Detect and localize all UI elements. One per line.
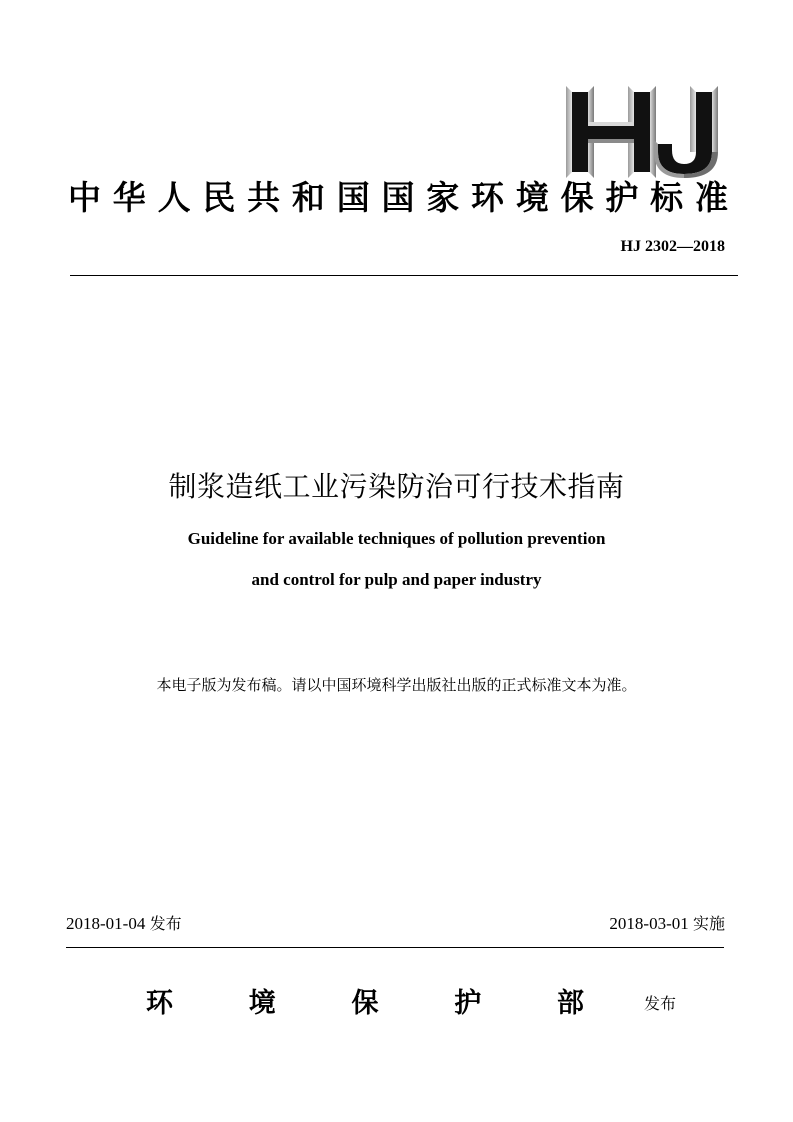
issuer-title-char: 准: [694, 178, 728, 217]
title-chinese: 制浆造纸工业污染防治可行技术指南: [168, 470, 625, 503]
issuer-title-char: 环: [471, 178, 505, 217]
standard-number: HJ 2302—2018: [620, 238, 725, 255]
issuer-title-char: 国: [381, 178, 415, 217]
implement-date: 2018-03-01: [609, 914, 689, 933]
issuer-title-char: 保: [560, 178, 594, 217]
issuer-title-char: 护: [605, 178, 639, 217]
issuer-title-char: 人: [157, 178, 191, 217]
ministry-char: 部: [557, 988, 584, 1019]
title-english-line-2: and control for pulp and paper industry: [251, 570, 542, 589]
issuer-title-char: 家: [426, 178, 460, 217]
ministry-char: 护: [454, 988, 482, 1019]
implement-label: 实施: [692, 914, 725, 933]
hj-logo-icon: [566, 86, 726, 178]
issuer-title-char: 国: [336, 178, 370, 217]
publish-label: 发布: [644, 994, 677, 1013]
ministry-char: 境: [248, 988, 276, 1019]
issuer-title-char: 和: [291, 178, 325, 217]
issuer-title-char: 标: [650, 178, 684, 217]
ministry-char: 环: [146, 988, 173, 1019]
issuer-title-char: 民: [202, 178, 236, 217]
implement-date-block: [609, 911, 725, 937]
issuer-title-char: 中: [68, 178, 101, 217]
issuer-title-char: 共: [247, 178, 281, 217]
issuer-title-char: 华: [112, 178, 146, 217]
title-english-line-1: Guideline for available techniques of pollution prevention: [187, 529, 606, 548]
ministry-name: [146, 984, 584, 1024]
issue-date-block: [66, 911, 182, 937]
issue-label: 发布: [149, 914, 182, 933]
release-note: 本电子版为发布稿。请以中国环境科学出版社出版的正式标准文本为准。: [156, 676, 637, 694]
bottom-divider: [66, 947, 724, 948]
issuer-title-char: 境: [515, 178, 549, 217]
issue-date: 2018-01-04: [66, 914, 146, 933]
issuer-title: [68, 176, 728, 220]
ministry-char: 保: [351, 988, 379, 1019]
top-divider: [70, 275, 738, 276]
